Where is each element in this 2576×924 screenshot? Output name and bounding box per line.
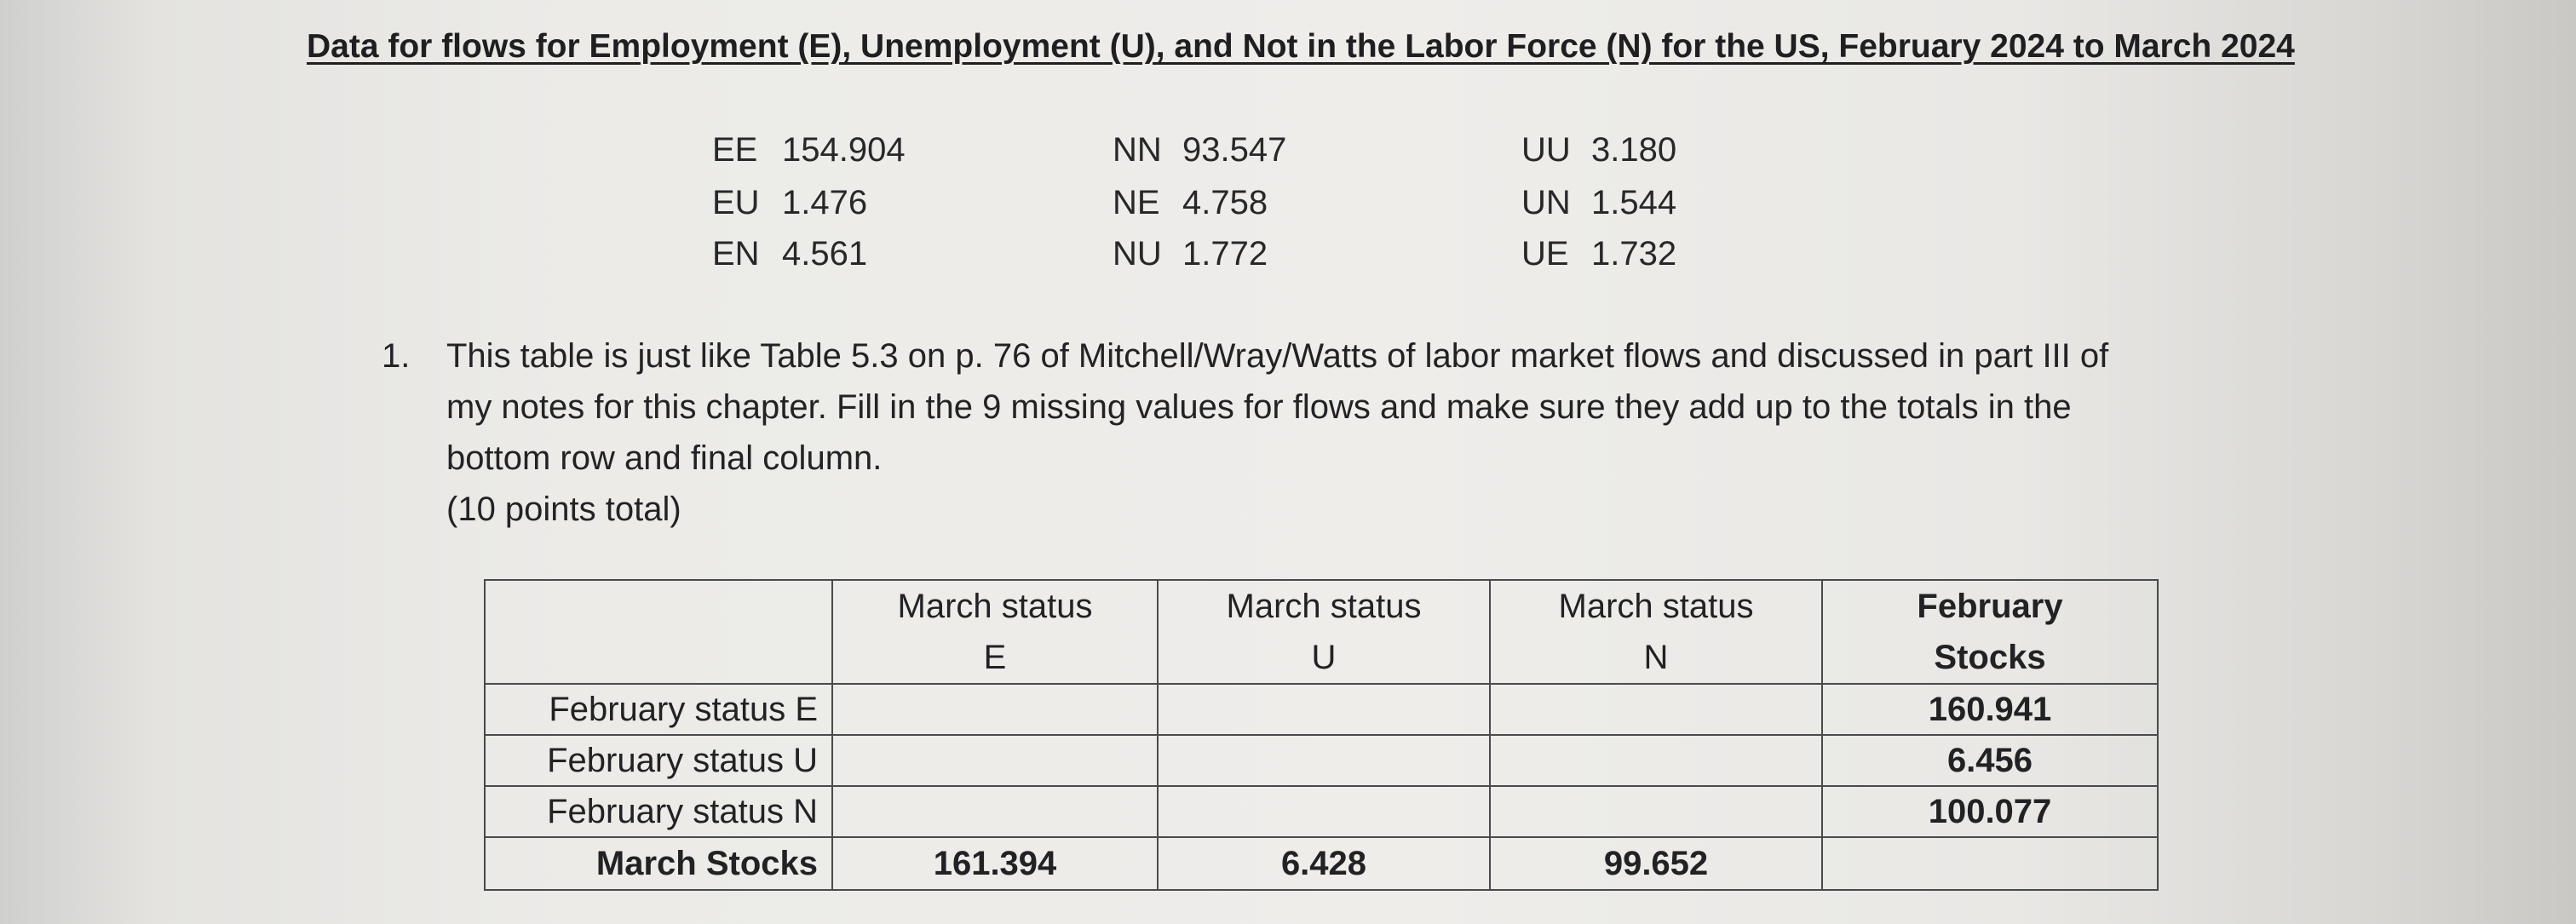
footer-total-cell bbox=[1822, 837, 2158, 890]
flow-value: 3.180 bbox=[1591, 131, 1677, 169]
flow-item bbox=[1521, 124, 1676, 175]
row-label: February status E bbox=[485, 684, 832, 735]
february-stock-e: 160.941 bbox=[1822, 684, 2158, 735]
flows-table bbox=[484, 579, 2159, 891]
flow-item bbox=[1521, 177, 1676, 228]
flow-item bbox=[1113, 228, 1268, 279]
flow-value: 1.772 bbox=[1182, 235, 1268, 273]
row-label: February status N bbox=[485, 786, 832, 837]
question-line: my notes for this chapter. Fill in the 9 missing values for flows and make sure they add up to the totals in the bbox=[446, 388, 2072, 426]
flow-cell-nn[interactable] bbox=[1490, 786, 1822, 837]
flow-item bbox=[712, 177, 867, 228]
flow-code: UU bbox=[1521, 131, 1571, 169]
february-stock-u: 6.456 bbox=[1822, 735, 2158, 786]
flow-value: 1.544 bbox=[1591, 184, 1677, 221]
table-row bbox=[485, 735, 2158, 786]
column-header-march-e bbox=[832, 580, 1158, 684]
flow-value: 4.758 bbox=[1182, 184, 1268, 221]
flow-code: EN bbox=[712, 235, 760, 273]
table-footer-row bbox=[485, 837, 2158, 890]
table-row bbox=[485, 786, 2158, 837]
flow-item bbox=[1113, 177, 1268, 228]
flow-item bbox=[712, 228, 867, 279]
flow-cell-un[interactable] bbox=[1490, 735, 1822, 786]
column-header-february-stocks bbox=[1822, 580, 2158, 684]
march-stock-e: 161.394 bbox=[832, 837, 1158, 890]
flow-cell-eu[interactable] bbox=[1158, 684, 1490, 735]
march-stock-u: 6.428 bbox=[1158, 837, 1490, 890]
question-line: (10 points total) bbox=[446, 491, 681, 528]
flow-cell-nu[interactable] bbox=[1158, 786, 1490, 837]
question-line: bottom row and final column. bbox=[446, 439, 883, 477]
flow-item bbox=[1521, 228, 1676, 279]
flow-value: 4.561 bbox=[782, 235, 868, 273]
flow-cell-uu[interactable] bbox=[1158, 735, 1490, 786]
question-line: This table is just like Table 5.3 on p. 76 of Mitchell/Wray/Watts of labor market flows and discussed in part III of bbox=[446, 337, 2109, 375]
column-header-line1: February bbox=[1917, 588, 2063, 625]
row-label: February status U bbox=[485, 735, 832, 786]
flow-value: 154.904 bbox=[782, 131, 906, 169]
flow-code: NU bbox=[1113, 235, 1162, 273]
column-header-line1: March status bbox=[897, 588, 1093, 625]
flow-cell-ue[interactable] bbox=[832, 735, 1158, 786]
flow-cell-ee[interactable] bbox=[832, 684, 1158, 735]
column-header-line2: N bbox=[1643, 639, 1669, 676]
footer-label: March Stocks bbox=[485, 837, 832, 890]
flow-item bbox=[1113, 124, 1286, 175]
question-text bbox=[446, 330, 2320, 535]
column-header-line2: U bbox=[1311, 639, 1337, 676]
flow-code: UE bbox=[1521, 235, 1569, 273]
flow-cell-ne[interactable] bbox=[832, 786, 1158, 837]
column-header-march-n bbox=[1490, 580, 1822, 684]
column-header-march-u bbox=[1158, 580, 1490, 684]
column-header-line2: Stocks bbox=[1934, 639, 2046, 676]
flow-code: NE bbox=[1113, 184, 1160, 221]
flow-code: EE bbox=[712, 131, 758, 169]
table-row bbox=[485, 684, 2158, 735]
column-header-line2: E bbox=[983, 639, 1007, 676]
table-corner-cell bbox=[485, 580, 832, 684]
flow-code: NN bbox=[1113, 131, 1162, 169]
table-header-row bbox=[485, 580, 2158, 684]
column-header-line1: March status bbox=[1558, 588, 1754, 625]
column-header-line1: March status bbox=[1226, 588, 1422, 625]
flow-code: UN bbox=[1521, 184, 1571, 221]
flow-value: 1.476 bbox=[782, 184, 868, 221]
flow-cell-en[interactable] bbox=[1490, 684, 1822, 735]
flow-value: 93.547 bbox=[1182, 131, 1287, 169]
flow-code: EU bbox=[712, 184, 760, 221]
page-title: Data for flows for Employment (E), Unemployment (U), and Not in the Labor Force (N) for the US, February 2024 to March 2024 bbox=[307, 28, 2295, 65]
question-number: 1. bbox=[382, 337, 411, 375]
flow-value: 1.732 bbox=[1591, 235, 1677, 273]
march-stock-n: 99.652 bbox=[1490, 837, 1822, 890]
flow-item bbox=[712, 124, 906, 175]
february-stock-n: 100.077 bbox=[1822, 786, 2158, 837]
